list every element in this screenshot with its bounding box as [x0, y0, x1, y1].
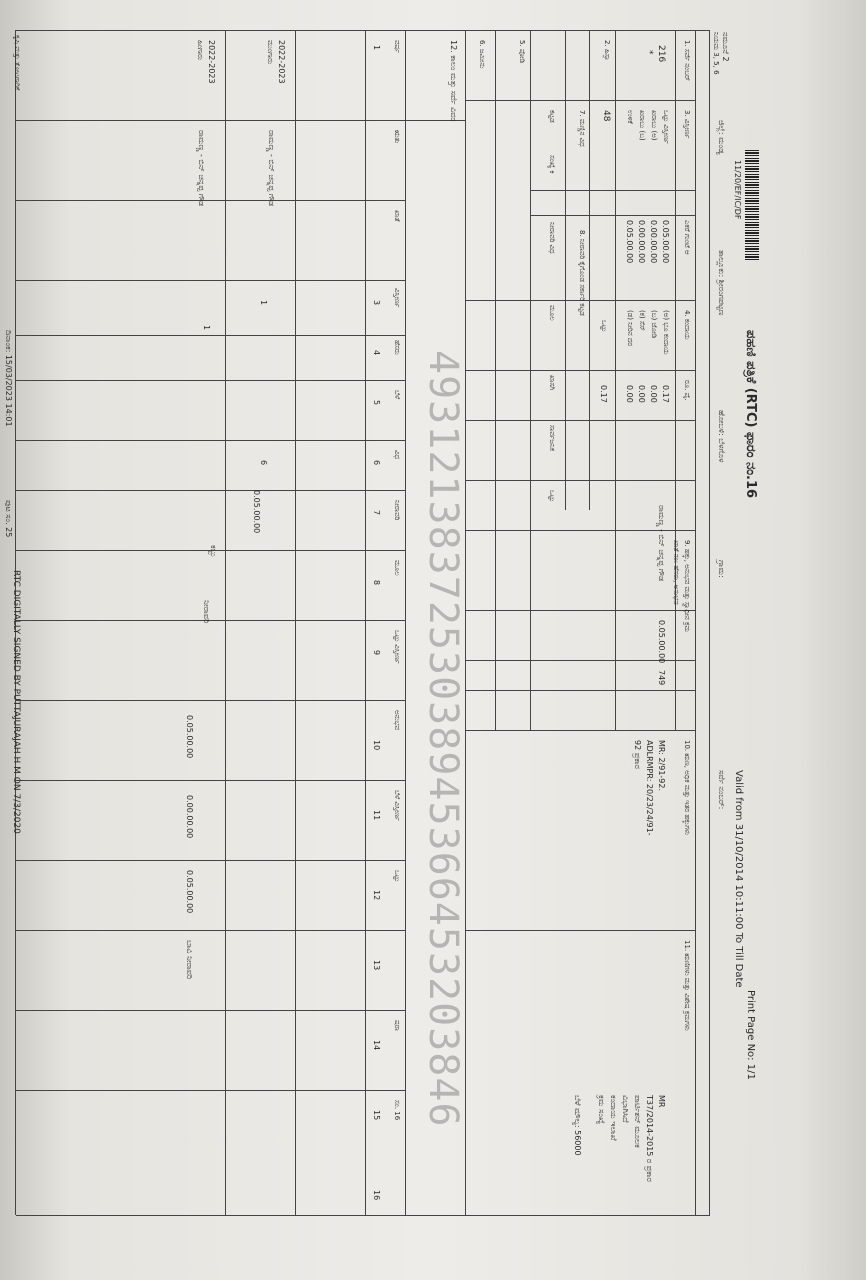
crop-row-year: 2022-2023: [277, 40, 286, 84]
col-number: 7: [372, 510, 381, 516]
barcode: [745, 150, 759, 260]
area-row-label: ಉಳಿಕೆ: [626, 110, 634, 124]
footer-date: ದಿನಾಂಕ: 15/03/2023 14:01: [4, 330, 13, 427]
crop-row-year: 2022-2023: [207, 40, 216, 84]
col-number: 1: [372, 45, 381, 51]
soil-type-label: 7. ಮಣ್ಣಿನ ವಿಧ: [578, 110, 586, 147]
revenue-row-value: 0.00: [649, 385, 658, 403]
survey-number: ಸರ್ವೆ ನಂಬರ್:: [717, 770, 726, 810]
crop-col-header: ವರ್ಷ: [393, 40, 401, 53]
crop-col-header: ವಿಧ: [393, 450, 401, 460]
col-number: 9: [372, 650, 381, 656]
col-number: 8: [372, 580, 381, 586]
area-row-value: 0.00.00.00: [649, 220, 658, 264]
validity-period: Valid from 31/10/2014 10:11:00 To Till Date: [733, 770, 744, 988]
taluk: ತಾಲ್ಲೂಕು: ಶ್ರೀರಂಗಪಟ್ಟಣ: [717, 250, 726, 316]
crop-row-season: ಮುಂಗಾರು: [266, 40, 274, 65]
digital-signature: RTC DIGITALLY SIGNED BY PUTTAJURAJAH H M ON 7/3/2020: [11, 570, 21, 834]
revenue-row-value: 0.17: [661, 385, 670, 403]
revenue-label: 4. ಕಂದಾಯ: [683, 310, 691, 340]
rights-area: 0.05.00.00: [657, 620, 666, 664]
liabilities-line: 92 ಪ್ರಕಾರ: [633, 740, 642, 769]
crop-row-area: 0.05.00.00: [185, 715, 194, 759]
area-row-value: 0.05.00.00: [625, 220, 634, 264]
revenue-row-label: (ಕ) ಸೆಸ್: [638, 310, 646, 331]
col-number: 14: [372, 1040, 381, 1051]
revenue-row-value: 0.00: [637, 385, 646, 403]
revenue-row-label: (ಡ) ನೀರಿನ ದರ: [626, 310, 634, 347]
irrigation-col: ಖಾಸಗಿ: [548, 375, 556, 391]
col-number: 13: [372, 960, 381, 971]
liabilities-line: MR: 2/91-92.: [657, 740, 666, 792]
irrigation-col: ಸಾರ್ವಜನಿಕ: [548, 425, 556, 452]
village: ಗ್ರಾಮ:: [717, 560, 726, 578]
crop-details-label: 12. ಕಾಲಂ ಮತ್ತು ಸರ್ವೆ ವಿವರ: [449, 40, 458, 122]
barcode-text: 11/20/EF/IC/DF: [733, 160, 742, 220]
hissa-label: 2. ಹಿಸ್ಸಾ: [603, 40, 611, 61]
hobli: ಹೋಬಳಿ: ಬೆಳಗೊಳ: [717, 410, 726, 463]
rights-label: 9. ಹಕ್ಕು, ಅನುಭವ ಮತ್ತು ಸ್ವಾಧೀನ ಕ್ರಮ: [683, 540, 691, 633]
rule-reference: ನಿಯಮ 3, 5, 6: [712, 32, 720, 75]
revenue-total-value: 0.17: [599, 385, 608, 403]
irrigation-col: ಕಟ್ಟಡ: [548, 110, 556, 123]
crop-col-header: ಒಟ್ಟು ವಿಸ್ತೀರ್ಣ: [393, 630, 401, 664]
remarks-line: ಪಾರ್ಟಿಶನ್ ಮೂಲಕ: [633, 1095, 642, 1148]
liabilities-label: 10. ಋಣ, ಅಧಿಕ ಮತ್ತು ಇತರ ಹಕ್ಕುಗಳು: [683, 740, 691, 836]
district: ಜಿಲ್ಲೆ: ಮಂಡ್ಯ: [717, 120, 726, 155]
form-number: ನಮೂನೆ 2: [721, 32, 730, 62]
crop-col-header: ಖಾತೆ: [393, 210, 401, 222]
revenue-header: ರೂ. ಪೈ.: [683, 380, 691, 401]
irrigation-col: ನೀರಾವರಿ ವಿಧ: [548, 222, 556, 254]
remarks-label: 11. ಋಣಿಗಳು ಮತ್ತು ವಿಶೇಷ ಕ್ರಮಗಳು: [683, 940, 691, 1031]
revenue-row-label: (ಅ) ಭೂ ಕಂದಾಯ: [662, 310, 670, 355]
col-number: 3: [372, 300, 381, 306]
liabilities-line: ADLRMPR: 20/23/24/91-: [645, 740, 654, 836]
crop-col-header: ಋತು: [393, 130, 401, 144]
document-title: ಪಹಣಿ ಪತ್ರಿಕೆ (RTC) ಫಾರಂ ನಂ.16: [743, 330, 758, 499]
crop-row-season: ಹಿಂಗಾರು: [196, 40, 204, 61]
crop-col-header: ಷರಾ: [393, 1020, 401, 1031]
crop-col-header: ವಿಸ್ತೀರ್ಣ: [393, 288, 401, 308]
rights-khata: 749: [657, 670, 666, 686]
remarks-line: MR: [657, 1095, 666, 1108]
col-number: 5: [372, 400, 381, 406]
crop-row-area: 0.00.00.00: [185, 795, 194, 839]
rights-sub: ಖಾತೆ ನಂ: ಹೆಸರು, ಅನುಭವ: [672, 540, 680, 605]
crop-col-header: ಸಂ. 16: [393, 1100, 401, 1121]
crop-row-area: 0.05.00.00: [252, 490, 261, 534]
irrigation-col: ಮೂಲ: [548, 305, 556, 321]
crop-row-area: 0.05.00.00: [185, 870, 194, 914]
security-watermark: 4931213837253038945366453203846: [420, 350, 466, 1128]
survey-number-label: 1. ಸರ್ವೆ ನಂಬರ್: [683, 40, 691, 81]
area-row-value: 0.00.00.00: [637, 220, 646, 264]
area-row-label: ಖರಾಬು (ಬ): [638, 110, 646, 141]
crop-row-crop: ಕಬ್ಬು: [209, 545, 218, 558]
land-label: 6. ಜಮೀನು: [478, 40, 486, 69]
col-number: 4: [372, 350, 381, 356]
area-label: 3. ವಿಸ್ತೀರ್ಣ: [683, 110, 691, 139]
revenue-row-value: 0.00: [625, 385, 634, 403]
area-row-label: ಖರಾಬು (ಅ): [650, 110, 658, 141]
revenue-total-label: ಒಟ್ಟು: [600, 320, 608, 333]
area-header: ಎಕರೆ ಗುಂಟೆ ಆ: [683, 220, 691, 255]
col-number: 11: [372, 810, 381, 821]
remarks-line: ಬೆಳೆ ಮೌಲ್ಯ: 56000: [573, 1095, 582, 1156]
remarks-line: ವಿಭಾಗಿಸಿದೆ: [621, 1095, 630, 1123]
podi-label: 5. ಪೋಡಿ: [518, 40, 526, 64]
crop-row-owner: ರಾಮಣ್ಣ - ಬಿನ್ ಚನ್ನಪ್ಪ ಗೌಡ: [197, 130, 206, 207]
col-number: 12: [372, 890, 381, 901]
crop-row-note: ಬಾವಿ ನೀರಾವರಿ: [185, 940, 194, 980]
rights-owner: ರಾಮಣ್ಣ - ಬಿನ್ ಚನ್ನಪ್ಪ ಗೌಡ: [657, 505, 666, 582]
remarks-line: T37/2014-2015 ರ ಪ್ರಕಾರ: [645, 1095, 654, 1182]
remarks-line: ಕಂದಾಯ ಇಲಾಖೆ: [609, 1095, 618, 1141]
revenue-row-label: (ಬ) ಜೋಡಿ: [650, 310, 658, 339]
col-number: 16: [372, 1190, 381, 1201]
crop-row-crop-type: ನೀರಾವರಿ: [202, 600, 211, 624]
survey-number-value: 216: [656, 45, 666, 63]
col-number: 15: [372, 1110, 381, 1121]
footer-left-note: ಕೃಷಿ ಮತ್ತು ತೋಟಗಾರಿಕೆ: [13, 35, 21, 91]
survey-number-suffix: *: [644, 50, 654, 55]
crop-col-header: ಬೆಳೆ: [393, 390, 401, 400]
col-number: 10: [372, 740, 381, 751]
crop-row-number: 6: [259, 460, 268, 466]
irrigation-label: 8. ನೀರಾವರಿ ಕೈಗೊಂಡ ಸರ್ಕಾರಿ ಕಟ್ಟಡ: [578, 230, 586, 316]
crop-row-number: 1: [259, 300, 268, 306]
footer-page: ಪುಟ ಸಂ. 25: [4, 500, 13, 538]
remarks-line: ಕ್ರಮ ಸಂಖ್ಯೆ: [597, 1095, 606, 1125]
irrigation-col: ಸಂಖ್ಯೆ ಕಿ: [548, 155, 556, 174]
area-row-value: 0.05.00.00: [661, 220, 670, 264]
irrigation-col: ಒಟ್ಟು: [548, 490, 556, 503]
crop-col-header: ಅನುಭವ: [393, 710, 401, 731]
crop-col-header: ನೀರಾವರಿ: [393, 500, 401, 521]
crop-col-header: ಒಟ್ಟು: [393, 870, 401, 883]
col-number: 6: [372, 460, 381, 466]
print-page-number: Print Page No: 1/1: [745, 990, 756, 1080]
hissa-value: 48: [601, 110, 611, 122]
crop-col-header: ಹೆಸರು: [393, 340, 401, 355]
crop-row-owner: ರಾಮಣ್ಣ - ಬಿನ್ ಚನ್ನಪ್ಪ ಗೌಡ: [267, 130, 276, 207]
crop-col-header: ಮೂಲ: [393, 560, 401, 576]
area-row-label: ಒಟ್ಟು ವಿಸ್ತೀರ್ಣ: [662, 110, 670, 144]
crop-row-number: 1: [202, 325, 211, 331]
crop-col-header: ಬೆಳೆ ವಿಸ್ತೀರ್ಣ: [393, 790, 401, 821]
